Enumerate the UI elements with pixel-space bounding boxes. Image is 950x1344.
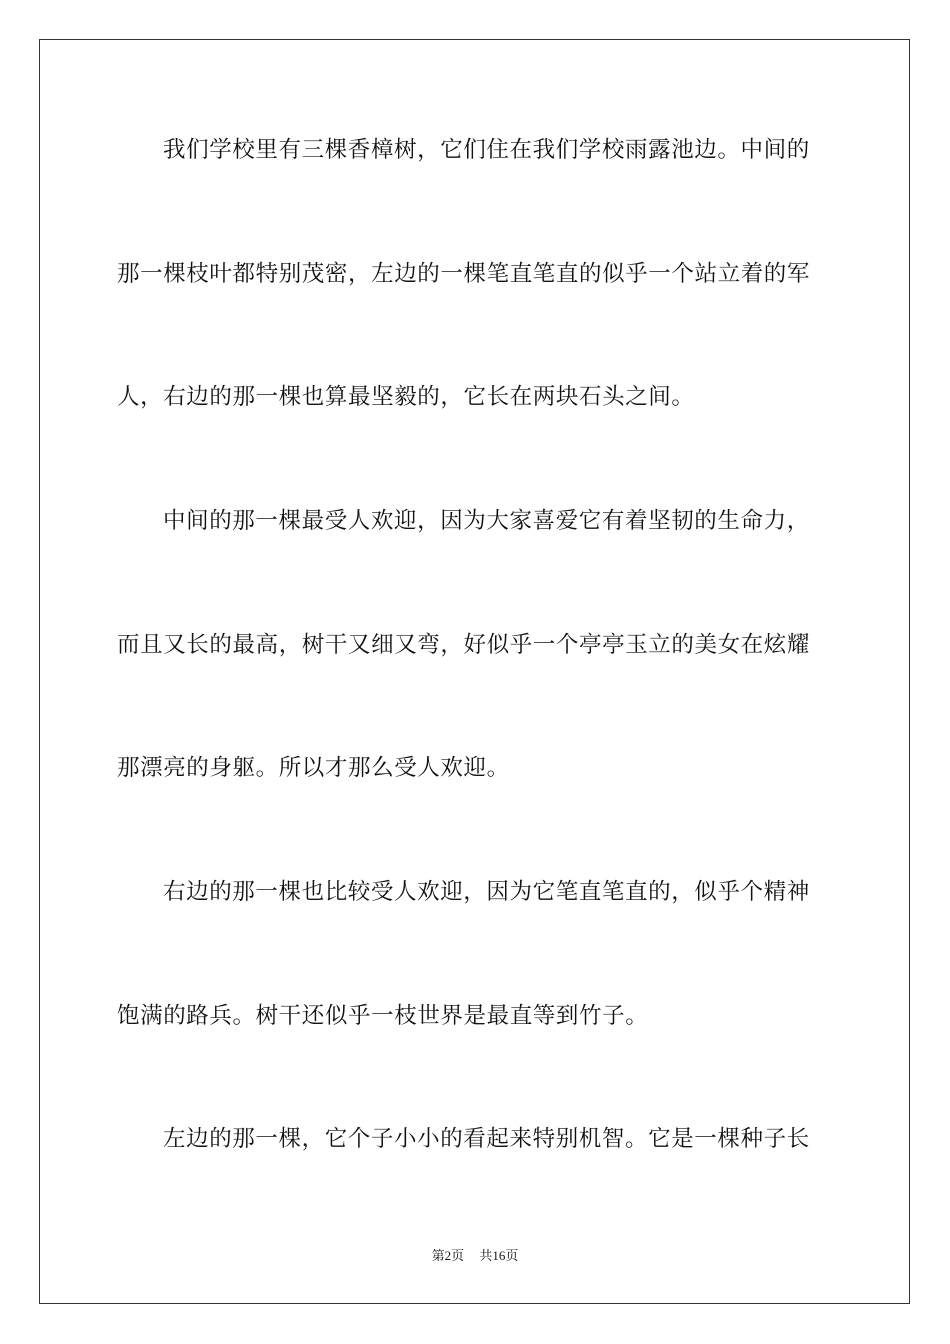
paragraph-1-line-2: 那一棵枝叶都特别茂密，左边的一棵笔直笔直的似乎一个站立着的军 [117, 261, 811, 287]
paragraph-3-line-2: 饱满的路兵。树干还似乎一枝世界是最直等到竹子。 [117, 1003, 649, 1029]
paragraph-3-line-1: 右边的那一棵也比较受人欢迎，因为它笔直笔直的，似乎个精神 [163, 879, 810, 905]
page-total: 共16页 [479, 1248, 519, 1263]
paragraph-4-line-1: 左边的那一棵，它个子小小的看起来特别机智。它是一棵种子长 [163, 1126, 810, 1152]
paragraph-2-line-1: 中间的那一棵最受人欢迎，因为大家喜爱它有着坚韧的生命力， [163, 508, 810, 534]
page-footer [0, 1247, 950, 1265]
page-border [39, 39, 910, 1304]
paragraph-2-line-3: 那漂亮的身躯。所以才那么受人欢迎。 [117, 755, 510, 781]
paragraph-1-line-3: 人，右边的那一棵也算最坚毅的，它长在两块石头之间。 [117, 384, 695, 410]
paragraph-1-line-1: 我们学校里有三棵香樟树，它们住在我们学校雨露池边。中间的 [163, 137, 810, 163]
page-number: 第2页 [431, 1248, 465, 1263]
paragraph-2-line-2: 而且又长的最高，树干又细又弯，好似乎一个亭亭玉立的美女在炫耀 [117, 632, 811, 658]
